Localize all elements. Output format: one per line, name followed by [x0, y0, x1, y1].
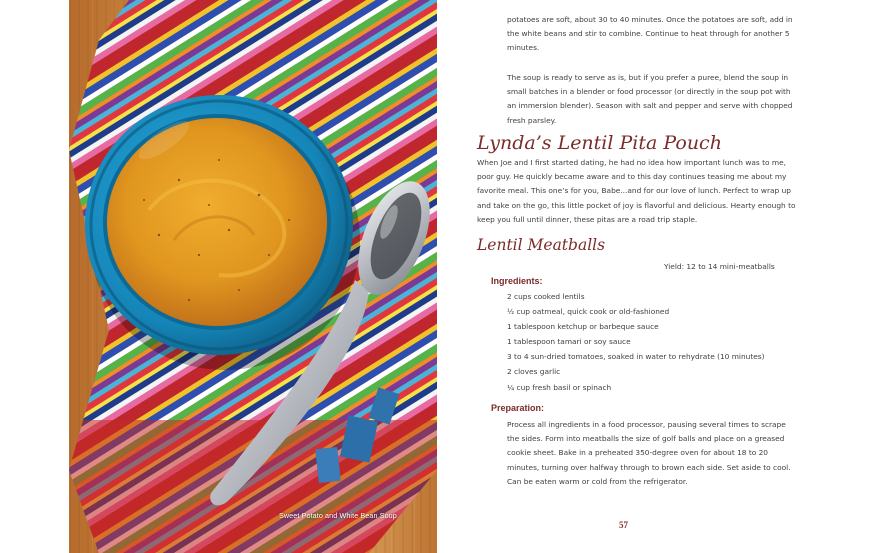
ingredient-item: ½ cup oatmeal, quick cook or old-fashioned	[507, 307, 670, 317]
ingredient-item: 2 cups cooked lentils	[507, 292, 585, 301]
preparation-text: Process all ingredients in a food processor, pausing several times to scrape the sides. Form into meatballs the size of golf balls and place on a greased cookie sheet. Bake in a preheated 350-degree oven for about 18 to 20 minutes, turning over halfway through to brown each side. Set aside to cool. Can be eaten warm or cold from the refrigerator.	[507, 420, 791, 486]
section-title: Lynda’s Lentil Pita Pouch	[477, 132, 722, 154]
section-intro: When Joe and I first started dating, he had no idea how important lunch was to me, poor guy. He quickly became aware and to this day continues teasing me about my favorite meal. This one’s for you, Babe...and for our love of lunch. Perfect to wrap up and take on the go, this little pocket of joy is flavorful and delicious. Hearty enough to keep you full until dinner, these pitas are a road trip staple.	[477, 158, 796, 224]
ingredients-heading: Ingredients:	[491, 276, 543, 286]
soup	[107, 118, 327, 326]
photo-caption: Sweet Potato and White Bean Soup	[279, 511, 397, 520]
soup-photo-illustration	[69, 0, 437, 553]
ingredient-item: 1 tablespoon ketchup or barbeque sauce	[507, 322, 659, 332]
soup-photo	[69, 0, 437, 553]
paragraph-soup-cooking: potatoes are soft, about 30 to 40 minutes. Once the potatoes are soft, add in the white beans and stir to combine. Continue to heat through for another 5 minutes.	[507, 15, 793, 53]
ingredients-list	[507, 289, 765, 395]
ingredient-item: 1 tablespoon tamari or soy sauce	[507, 337, 631, 347]
preparation-heading: Preparation:	[491, 403, 545, 413]
ingredient-item: 2 cloves garlic	[507, 367, 561, 377]
ingredient-item: ¼ cup fresh basil or spinach	[507, 382, 612, 392]
paragraph-soup-serving: The soup is ready to serve as is, but if you prefer a puree, blend the soup in small batches in a blender or food processor (or directly in the soup pot with an immersion blender). Season with salt and pepper and serve with chopped fresh parsley.	[507, 73, 793, 125]
recipe-yield: Yield: 12 to 14 mini-meatballs	[664, 262, 775, 271]
page-number: 57	[619, 520, 628, 530]
ingredient-item: 3 to 4 sun-dried tomatoes, soaked in water to rehydrate (10 minutes)	[507, 352, 765, 362]
recipe-page	[437, 0, 874, 553]
recipe-title: Lentil Meatballs	[477, 236, 606, 254]
